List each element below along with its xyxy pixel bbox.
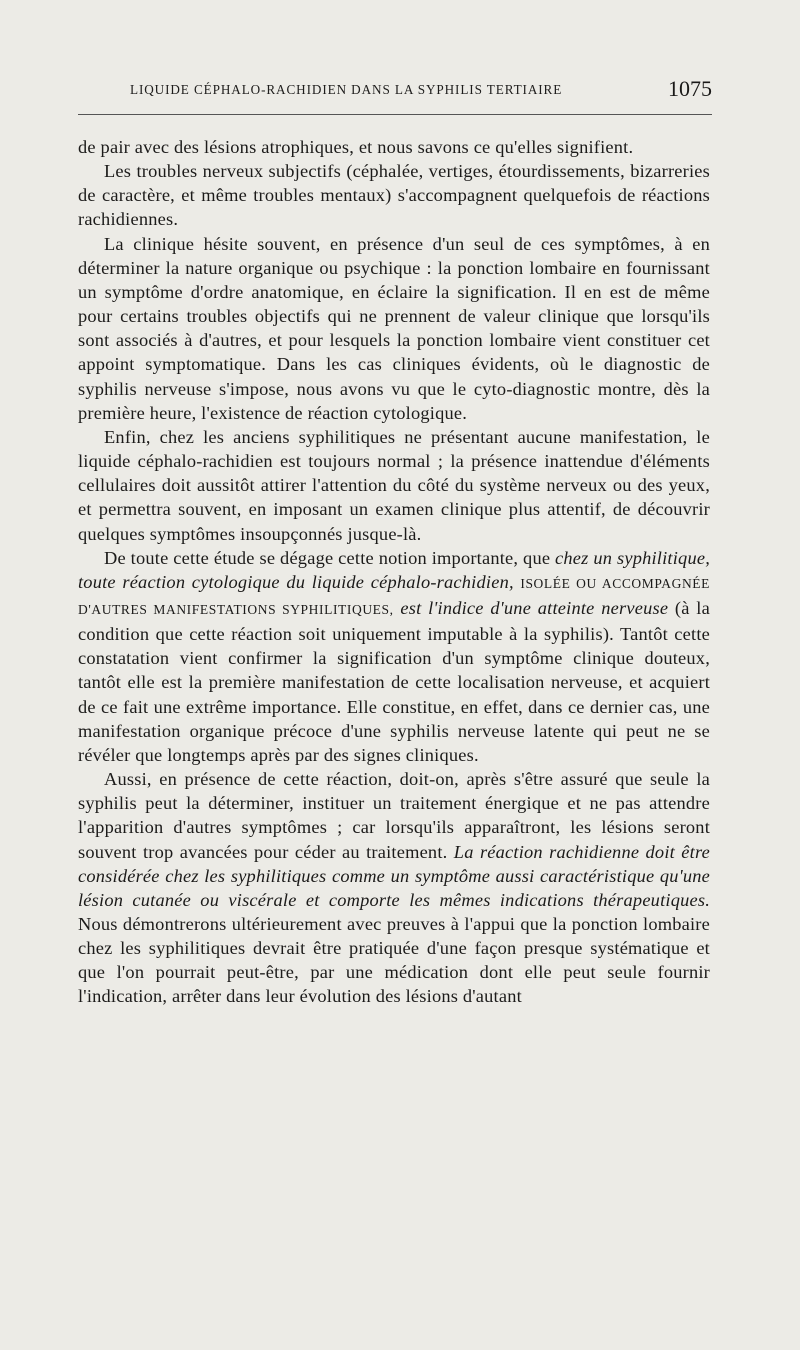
page-header (78, 76, 712, 104)
paragraph-5 (78, 546, 710, 767)
paragraph-3: La clinique hésite souvent, en présence d'un seul de ces symptômes, à en déterminer la nature organique ou psychique : la ponction lombaire en fournissant un symptôme d'ordre anatomique, en éclaire la signification. Il en est de même pour certains troubles objectifs qui ne prennent de valeur clinique que lorsqu'ils sont associés à d'autres, et pour lesquels la ponction lombaire vient constituer cet appoint symptomatique. Dans les cas cliniques évidents, où le diagnostic de syphilis nerveuse s'impose, nous avons vu que le cyto-diagnostic montre, dès la première heure, l'existence de réaction cytologique. (78, 233, 710, 423)
page-number: 1075 (668, 76, 712, 101)
body-text (78, 135, 710, 1009)
paragraph-5-italic-thesis: chez un syphilitique, toute réaction cytologique du liquide céphalo-rachidien, (78, 547, 710, 592)
paragraph-1: de pair avec des lésions atrophiques, et nous savons ce qu'elles signifient. (78, 137, 634, 157)
paragraph-5-italic-conclusion: est l'indice d'une atteinte nerveuse (400, 597, 669, 618)
paragraph-6-italic-statement: La réaction rachidienne doit être considérée chez les syphilitiques comme un symptôme aussi caractéristique qu'une lésion cutanée ou viscérale et comporte les mêmes indications thérapeutiques. (78, 841, 710, 910)
paragraph-2: Les troubles nerveux subjectifs (céphalée, vertiges, étourdissements, bizarreries de caractère, et même troubles mentaux) s'accompagnent quelquefois de réactions rachidiennes. (78, 161, 710, 230)
paragraph-5-lead: De toute cette étude se dégage cette notion importante, que (104, 547, 556, 568)
running-title: LIQUIDE CÉPHALO-RACHIDIEN DANS LA SYPHILIS TERTIAIRE (130, 82, 563, 97)
paragraph-6-lead: Aussi, en présence de cette réaction, doit-on, après s'être assuré que seule la syphilis peut la déterminer, instituer un traitement énergique et ne pas attendre l'apparition d'autres symptômes ; car lorsqu'ils apparaîtront, les lésions seront souvent trop avancées pour céder au traitement. (78, 769, 710, 862)
header-rule (78, 114, 712, 115)
paragraph-6-rest: Nous démontrerons ultérieurement avec preuves à l'appui que la ponction lombaire chez les syphilitiques devrait être pratiquée d'une façon presque systématique et que l'on pourrait peut-être, par une médication dont elle peut seule fournir l'indication, arrêter dans leur évolution des lésions d'autant (78, 914, 710, 1007)
paragraph-5-small-caps: ISOLÉE OU ACCOMPAGNÉE D'AUTRES MANIFESTATIONS SYPHILITIQUES, (78, 575, 710, 617)
paragraph-5-rest: (à la condition que cette réaction soit uniquement imputable à la syphilis). Tantôt cette constatation vient confirmer la signification d'un symptôme clinique douteux, tantôt elle est la première manifestation de cette localisation nerveuse, et acquiert de ce fait une extrême importance. Elle constitue, en effet, dans ce dernier cas, une manifestation organique précoce d'une syphilis nerveuse latente qui peut ne se révéler que longtemps après par des signes cliniques. (78, 597, 710, 765)
paragraph-6 (78, 767, 710, 1009)
paragraph-4: Enfin, chez les anciens syphilitiques ne présentant aucune manifestation, le liquide céphalo-rachidien est toujours normal ; la présence inattendue d'éléments cellulaires doit aussitôt attirer l'attention du côté du système nerveux ou des yeux, et permettra souvent, en imposant un examen clinique plus attentif, de découvrir quelques symptômes insoupçonnés jusque-là. (78, 426, 710, 544)
